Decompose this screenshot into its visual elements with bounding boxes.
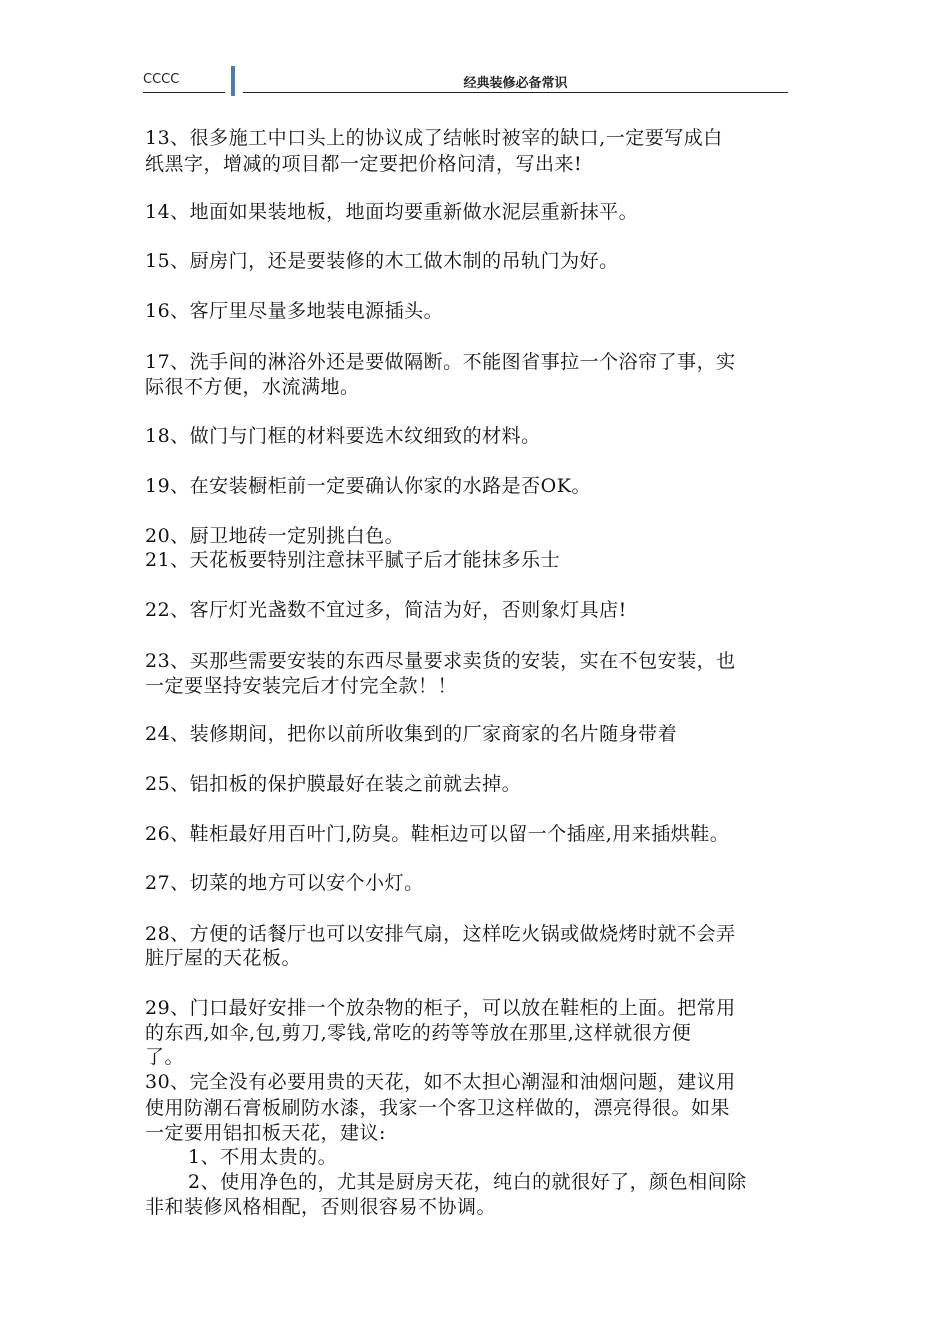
text-line: 28、方便的话餐厅也可以安排气扇，这样吃火锅或做烧烤时就不会弄 — [145, 923, 736, 945]
text-line: 27、切菜的地方可以安个小灯。 — [145, 872, 424, 894]
text-line: 纸黑字，增减的项目都一定要把价格问清，写出来! — [145, 153, 583, 175]
text-line: 25、铝扣板的保护膜最好在装之前就去掉。 — [145, 773, 522, 795]
text-line: 21、天花板要特别注意抹平腻子后才能抹多乐士 — [145, 549, 561, 571]
text-line: 的东西,如伞,包,剪刀,零钱,常吃的药等等放在那里,这样就很方便 — [145, 1022, 692, 1044]
header-divider-bar — [231, 66, 235, 96]
text-line: 了。 — [145, 1046, 185, 1068]
text-line: 一定要坚持安装完后才付完全款！！ — [145, 675, 458, 697]
text-line: 13、很多施工中口头上的协议成了结帐时被宰的缺口,一定要写成白 — [145, 127, 723, 149]
text-line: 使用防潮石膏板刷防水漆，我家一个客卫这样做的，漂亮得很。如果 — [145, 1097, 731, 1119]
text-line: 1、不用太贵的。 — [188, 1146, 338, 1168]
text-line: 一定要用铝扣板天花，建议: — [145, 1122, 386, 1144]
text-line: 15、厨房门，还是要装修的木工做木制的吊轨门为好。 — [145, 250, 619, 272]
text-line: 2、使用净色的，尤其是厨房天花，纯白的就很好了，颜色相间除 — [188, 1171, 747, 1193]
text-line: 29、门口最好安排一个放杂物的柜子，可以放在鞋柜的上面。把常用 — [145, 997, 736, 1019]
text-line: 脏厅屋的天花板。 — [145, 947, 302, 969]
text-line: 20、厨卫地砖一定别挑白色。 — [145, 525, 405, 547]
text-line: 16、客厅里尽量多地装电源插头。 — [145, 300, 444, 322]
text-line: 18、做门与门框的材料要选木纹细致的材料。 — [145, 425, 541, 447]
text-line: 际很不方便，水流满地。 — [145, 376, 360, 398]
text-line: 26、鞋柜最好用百叶门,防臭。鞋柜边可以留一个插座,用来插烘鞋。 — [145, 823, 730, 845]
text-line: 23、买那些需要安装的东西尽量要求卖货的安装，实在不包安装，也 — [145, 650, 736, 672]
text-line: 14、地面如果装地板，地面均要重新做水泥层重新抹平。 — [145, 201, 639, 223]
text-line: 19、在安装橱柜前一定要确认你家的水路是否OK。 — [145, 475, 591, 497]
page-title: 经典装修必备常识 — [243, 72, 788, 93]
text-line: 22、客厅灯光盏数不宜过多，简洁为好，否则象灯具店! — [145, 599, 627, 621]
text-line: 非和装修风格相配，否则很容易不协调。 — [145, 1196, 497, 1218]
text-line: 17、洗手间的淋浴外还是要做隔断。不能图省事拉一个浴帘了事，实 — [145, 351, 736, 373]
text-line: 30、完全没有必要用贵的天花，如不太担心潮湿和油烟问题，建议用 — [145, 1071, 736, 1093]
header-left-label: CCCC — [143, 72, 225, 93]
text-line: 24、装修期间，把你以前所收集到的厂家商家的名片随身带着 — [145, 723, 678, 745]
